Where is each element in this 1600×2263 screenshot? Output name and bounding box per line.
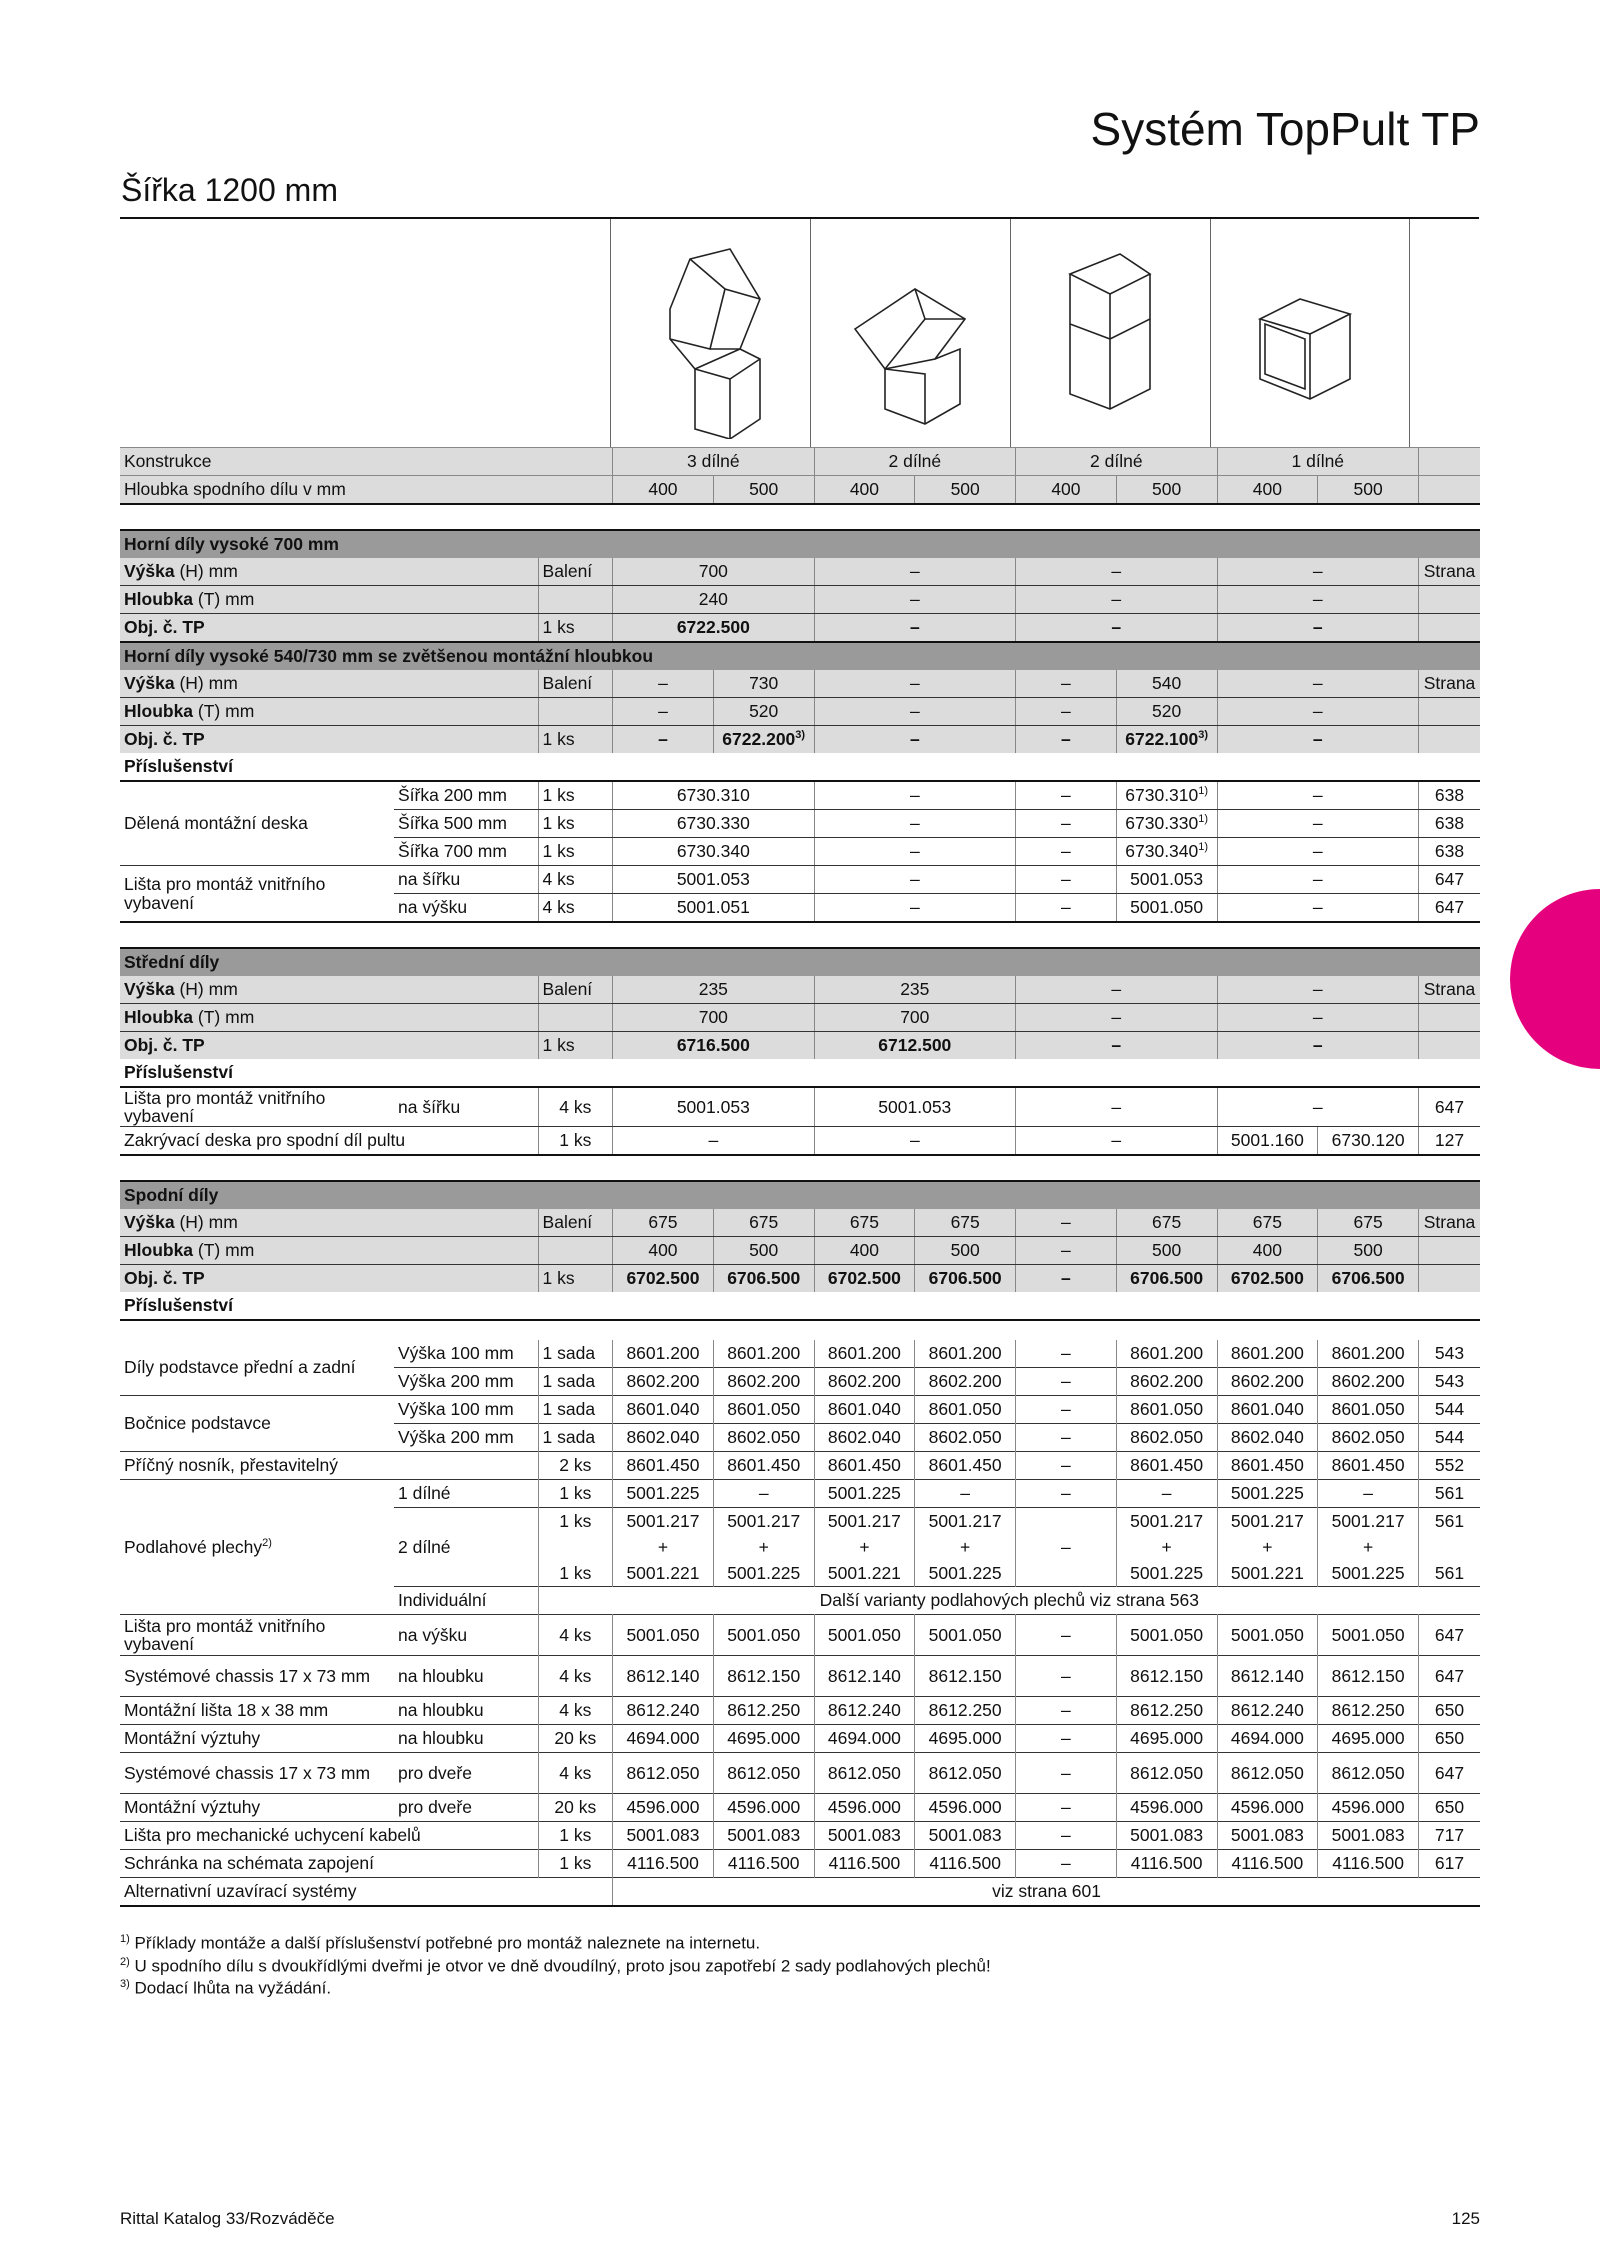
s2-desk-row: Dělená montážní deska Šířka 200 mm 1 ks 6730.310 – – 6730.310$^{1)}$ – 638	[120, 781, 1480, 810]
enclosure-3-part-illustration	[640, 239, 790, 439]
dily-podstavce-row: Díly podstavce přední a zadní Výška 100 mm 1 sada 8601.200 8601.200 8601.200 8601.200 – 8601.200 8601.200 8601.200 543	[120, 1340, 1480, 1368]
enclosure-2-part-illustration	[845, 279, 985, 429]
s2-vyska-row: Výška (H) mm Balení – 730 – – 540 – Strana	[120, 670, 1480, 698]
product-table	[120, 447, 1480, 1321]
podlahove-individualni-row: Individuální Další varianty podlahových plechů viz strana 563	[120, 1587, 1480, 1615]
podlahove-1dilne-row: Podlahové plechy$^{2)}$ 1 dílné 1 ks 5001.225 – 5001.225 – – – 5001.225 – 561	[120, 1480, 1480, 1508]
footnote-1: $^{1)}$ Příklady montáže a další příslušenství potřebné pro montáž naleznete na internetu.	[120, 1933, 761, 1953]
pricny-nosnik-row: Příčný nosník, přestavitelný 2 ks 8601.450 8601.450 8601.450 8601.450 – 8601.450 8601.450 8601.450 552	[120, 1452, 1480, 1480]
schranka-row: Schránka na schémata zapojení 1 ks 4116.500 4116.500 4116.500 4116.500 – 4116.500 4116.500 4116.500 617	[120, 1850, 1480, 1878]
s2-hloubka-row: Hloubka (T) mm – 520 – – 520 –	[120, 698, 1480, 726]
s2-lista-row: na výšku 4 ks 5001.051 – – 5001.050 – 647	[120, 894, 1480, 923]
bocnice-row: Výška 200 mm 1 sada 8602.040 8602.050 8602.040 8602.050 – 8602.050 8602.040 8602.050 544	[120, 1424, 1480, 1452]
lista-kabelu-row: Lišta pro mechanické uchycení kabelů 1 ks 5001.083 5001.083 5001.083 5001.083 – 5001.083 5001.083 5001.083 717	[120, 1822, 1480, 1850]
s4-vyska-row: Výška (H) mm Balení 675 675 675 675 – 675 675 675 Strana	[120, 1209, 1480, 1237]
section-header-horni-700: Horní díly vysoké 700 mm	[120, 530, 1480, 558]
s2-obj-row: Obj. č. TP 1 ks – 6722.200$^{3)}$ – – 6722.100$^{3)}$ –	[120, 726, 1480, 754]
bocnice-row: Bočnice podstavce Výška 100 mm 1 sada 8601.040 8601.050 8601.040 8601.050 – 8601.050 8601.040 8601.050 544	[120, 1396, 1480, 1424]
s2-desk-row: Šířka 700 mm 1 ks 6730.340 – – 6730.340$^{1)}$ – 638	[120, 838, 1480, 866]
s3-vyska-row: Výška (H) mm Balení 235 235 – – Strana	[120, 976, 1480, 1004]
accessory-row: Lišta pro montáž vnitřního vybavení na výšku 4 ks 5001.050 5001.050 5001.050 5001.050 – 5001.050 5001.050 5001.050 647	[120, 1615, 1480, 1656]
s2-desk-row: Šířka 500 mm 1 ks 6730.330 – – 6730.330$^{1)}$ – 638	[120, 810, 1480, 838]
page-title: Systém TopPult TP	[1090, 103, 1480, 155]
accessory-row: Montážní výztuhy pro dveře 20 ks 4596.000 4596.000 4596.000 4596.000 – 4596.000 4596.000 4596.000 650	[120, 1794, 1480, 1822]
podlahove-2dilne-row: 2 dílné 1 ks 1 ks 5001.217 + 5001.221 5001.217 + 5001.225 5001.217 + 5001.221 5001.217 + 5001.225 – 5001.217 + 5001.225 5001.217 + 5001.221 5001.217 + 5001.225 561 561	[120, 1508, 1480, 1587]
alternativni-row: Alternativní uzavírací systémy viz strana 601	[120, 1878, 1480, 1907]
enclosure-2-part-tall-illustration	[1050, 244, 1170, 444]
s4-obj-row: Obj. č. TP 1 ks 6702.500 6706.500 6702.500 6706.500 – 6706.500 6702.500 6706.500	[120, 1265, 1480, 1293]
s3-obj-row: Obj. č. TP 1 ks 6716.500 6712.500 – –	[120, 1032, 1480, 1060]
footnote-2: $^{2)}$ U spodního dílu s dvoukřídlými dveřmi je otvor ve dně dvoudílný, proto jsou zapotřebí 2 sady podlahových plechů!	[120, 1955, 991, 1976]
s1-hloubka-row: Hloubka (T) mm 240 – – –	[120, 586, 1480, 614]
s2-lista-row: Lišta pro montáž vnitřního vybavení na šířku 4 ks 5001.053 – – 5001.053 – 647	[120, 866, 1480, 894]
footnote-3: $^{3)}$ Dodací lhůta na vyžádání.	[120, 1978, 332, 1998]
s3-hloubka-row: Hloubka (T) mm 700 700 – –	[120, 1004, 1480, 1032]
accessory-row: Systémové chassis 17 x 73 mm na hloubku 4 ks 8612.140 8612.150 8612.140 8612.150 – 8612.150 8612.140 8612.150 647	[120, 1656, 1480, 1697]
s4-hloubka-row: Hloubka (T) mm 400 500 400 500 – 500 400 500	[120, 1237, 1480, 1265]
s3-zakryvaci-row: Zakrývací deska pro spodní díl pultu 1 ks – – – 5001.160 6730.120 127	[120, 1127, 1480, 1156]
accessory-row: Montážní lišta 18 x 38 mm na hloubku 4 ks 8612.240 8612.250 8612.240 8612.250 – 8612.250 8612.240 8612.250 650	[120, 1697, 1480, 1725]
s2-prislusenstvi-header: Příslušenství	[120, 753, 1480, 781]
s1-obj-row: Obj. č. TP 1 ks 6722.500 – – –	[120, 614, 1480, 643]
section-subtitle: Šířka 1200 mm	[121, 172, 338, 208]
accessory-row: Systémové chassis 17 x 73 mm pro dveře 4 ks 8612.050 8612.050 8612.050 8612.050 – 8612.050 8612.050 8612.050 647	[120, 1753, 1480, 1794]
accessories-table	[120, 1340, 1480, 1907]
konstrukce-row: Konstrukce 3 dílné 2 dílné 2 dílné 1 dílné	[120, 448, 1480, 476]
footer-catalog: Rittal Katalog 33/Rozváděče	[120, 2209, 335, 2228]
page-number: 125	[1451, 2209, 1480, 2228]
dily-podstavce-row: Výška 200 mm 1 sada 8602.200 8602.200 8602.200 8602.200 – 8602.200 8602.200 8602.200 543	[120, 1368, 1480, 1396]
hloubka-spodniho-row: Hloubka spodního dílu v mm 400 500 400 500 400 500 400 500	[120, 476, 1480, 505]
s3-prislusenstvi-header: Příslušenství	[120, 1059, 1480, 1087]
enclosure-illustrations	[610, 219, 1410, 447]
accessory-row: Montážní výztuhy na hloubku 20 ks 4694.000 4695.000 4694.000 4695.000 – 4695.000 4694.000 4695.000 650	[120, 1725, 1480, 1753]
s1-vyska-row: Výška (H) mm Balení 700 – – – Strana	[120, 558, 1480, 586]
enclosure-1-part-illustration	[1250, 289, 1370, 419]
section-header-horni-540-730: Horní díly vysoké 540/730 mm se zvětšenou montážní hloubkou	[120, 642, 1480, 670]
s4-prislusenstvi-header: Příslušenství	[120, 1292, 1480, 1320]
section-header-stredni: Střední díly	[120, 948, 1480, 976]
section-header-spodni: Spodní díly	[120, 1181, 1480, 1209]
footnotes	[120, 1930, 991, 1998]
section-tab-marker	[1510, 889, 1600, 1069]
s3-lista-row: Lišta pro montáž vnitřního vybavení na šířku 4 ks 5001.053 5001.053 – – 647	[120, 1087, 1480, 1127]
